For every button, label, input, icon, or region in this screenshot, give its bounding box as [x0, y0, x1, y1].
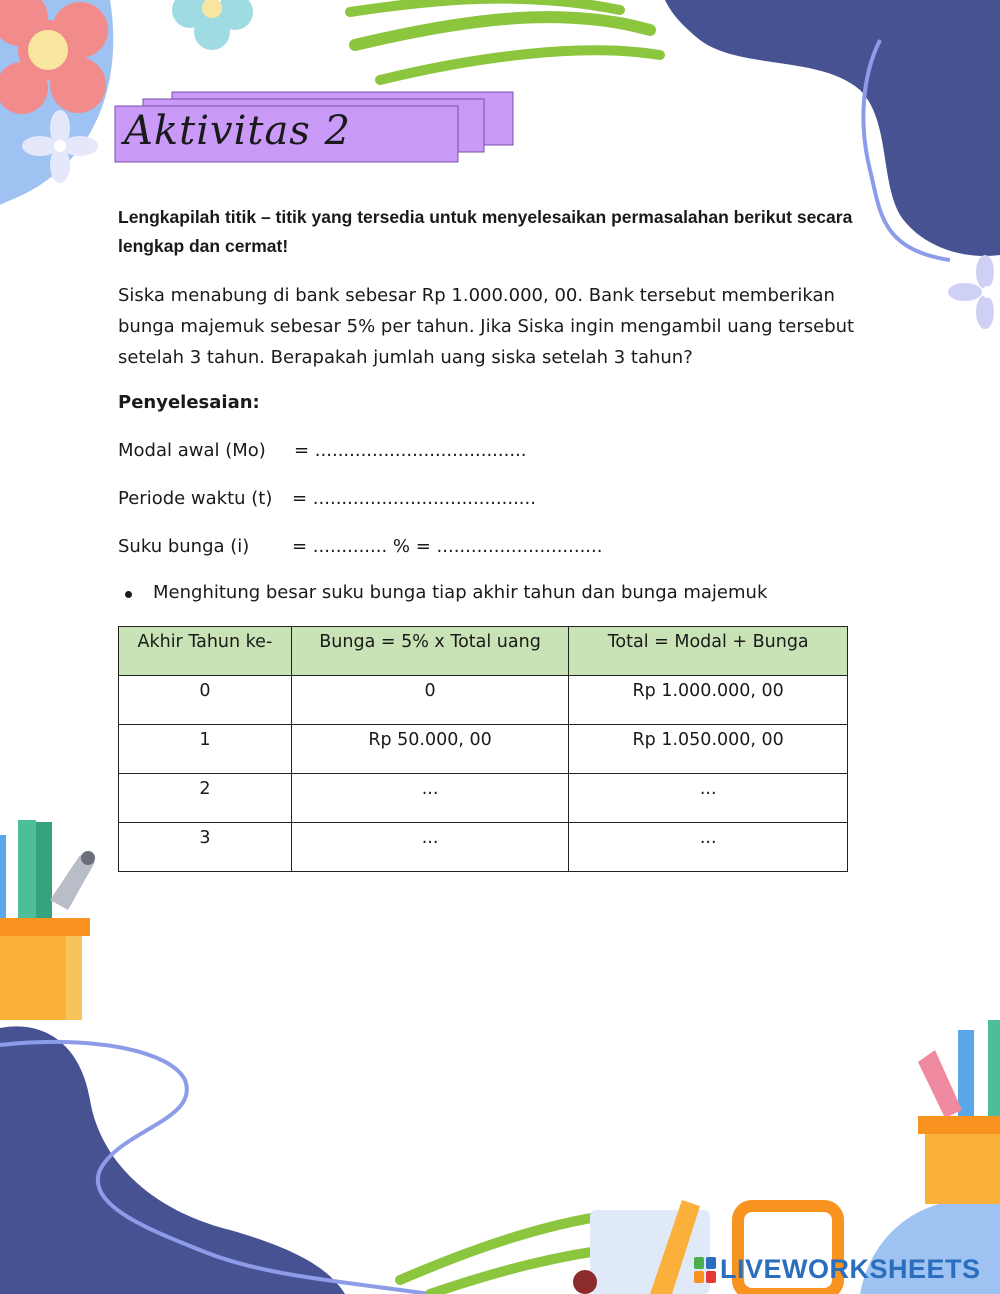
table-cell: 0 — [291, 676, 569, 725]
field-blank-periode[interactable]: = ....................................... — [292, 488, 536, 509]
table-header-interest: Bunga = 5% x Total uang — [291, 627, 569, 676]
field-blank-suku-bunga[interactable]: = ............. % = ............................. — [292, 536, 603, 557]
table-row — [119, 774, 848, 823]
title-banner — [112, 88, 522, 168]
liveworksheets-logo-icon — [694, 1257, 716, 1283]
field-label-periode: Periode waktu (t) — [118, 488, 273, 509]
liveworksheets-watermark — [694, 1254, 981, 1285]
field-label-modal: Modal awal (Mo) — [118, 440, 266, 461]
table-row — [119, 725, 848, 774]
problem-statement: Siska menabung di bank sebesar Rp 1.000.000, 00. Bank tersebut memberikan bunga majemuk sebesar 5% per tahun. Jika Siska ingin mengambil uang tersebut setelah 3 tahun. Berapakah jumlah uang siska setelah 3 tahun? — [118, 285, 855, 368]
interest-table — [118, 626, 848, 872]
table-cell-blank[interactable]: ... — [569, 774, 848, 823]
pencil-holder-icon-left — [0, 820, 95, 1020]
table-cell: Rp 50.000, 00 — [291, 725, 569, 774]
table-row — [119, 676, 848, 725]
table-cell: Rp 1.050.000, 00 — [569, 725, 848, 774]
table-header-total: Total = Modal + Bunga — [569, 627, 848, 676]
table-cell: 2 — [119, 774, 292, 823]
table-header-row — [119, 627, 848, 676]
table-header-year: Akhir Tahun ke- — [119, 627, 292, 676]
table-row — [119, 823, 848, 872]
table-cell: 1 — [119, 725, 292, 774]
table-cell: Rp 1.000.000, 00 — [569, 676, 848, 725]
page-title: Aktivitas 2 — [124, 108, 351, 154]
green-strokes-top — [350, 0, 660, 80]
table-cell: 3 — [119, 823, 292, 872]
instruction-text: Lengkapilah titik – titik yang tersedia untuk menyelesaikan permasalahan berikut secara lengkap dan cermat! — [118, 207, 853, 256]
white-flower-icon-right — [948, 255, 994, 329]
small-blue-flower-icon — [172, 0, 253, 50]
field-blank-modal[interactable]: = ..................................... — [294, 440, 527, 461]
table-cell: 0 — [119, 676, 292, 725]
table-cell-blank[interactable]: ... — [291, 774, 569, 823]
table-cell-blank[interactable]: ... — [569, 823, 848, 872]
bullet-text: Menghitung besar suku bunga tiap akhir tahun dan bunga majemuk — [153, 582, 768, 603]
liveworksheets-text: LIVEWORKSHEETS — [720, 1254, 981, 1284]
field-label-suku-bunga: Suku bunga (i) — [118, 536, 250, 557]
table-cell-blank[interactable]: ... — [291, 823, 569, 872]
pencil-holder-icon-right — [918, 1020, 1000, 1204]
bullet-dot-icon — [125, 591, 132, 598]
solution-heading: Penyelesaian: — [118, 392, 260, 413]
